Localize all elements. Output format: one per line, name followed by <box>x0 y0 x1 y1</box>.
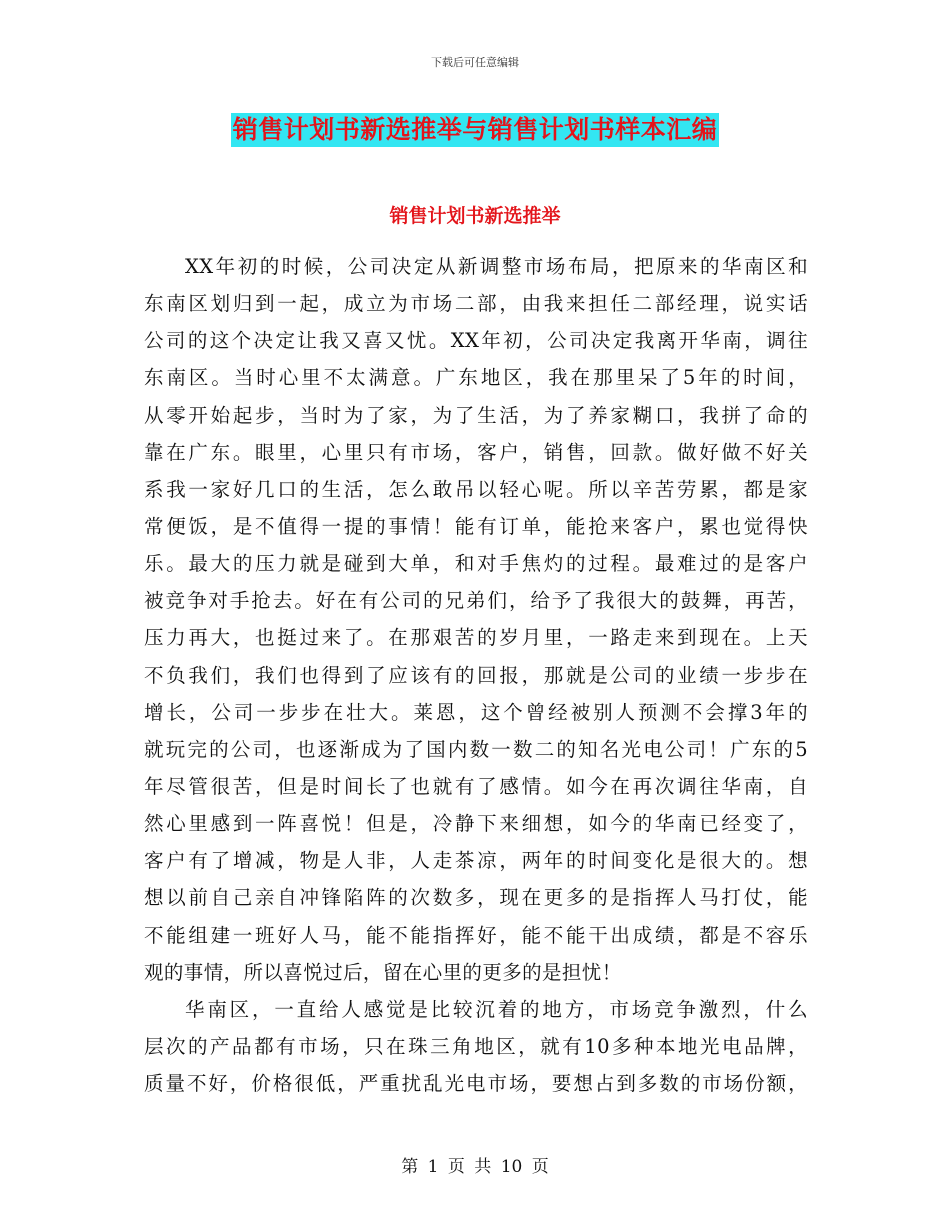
paragraph-2 <box>144 991 808 1102</box>
text-line: 观的事情，所以喜悦过后，留在心里的更多的是担忧！ <box>144 960 622 984</box>
text-line: 客户有了增减，物是人非，人走茶凉，两年的时间变化是很大的。想 <box>144 849 808 873</box>
body-text <box>144 248 808 1102</box>
text-line: 系我一家好几口的生活，怎么敢吊以轻心呢。所以辛苦劳累，都是家 <box>144 477 808 501</box>
text-line: 常便饭，是不值得一提的事情！能有订单，能抢来客户，累也觉得快 <box>144 514 808 538</box>
text-line: 靠在广东。眼里，心里只有市场，客户，销售，回款。做好做不好关 <box>144 440 808 464</box>
main-title-wrap <box>0 113 950 147</box>
text-line: 乐。最大的压力就是碰到大单，和对手焦灼的过程。最难过的是客户 <box>144 552 808 576</box>
text-line: 压力再大，也挺过来了。在那艰苦的岁月里，一路走来到现在。上天 <box>144 626 808 650</box>
text-line: 东南区划归到一起，成立为市场二部，由我来担任二部经理，说实话 <box>144 292 808 316</box>
page-number: 第 1 页 共 10 页 <box>401 1157 549 1177</box>
text-line: 从零开始起步，当时为了家，为了生活，为了养家糊口，我拼了命的 <box>144 403 808 427</box>
header-note: 下载后可任意编辑 <box>431 56 519 69</box>
text-line: 年尽管很苦，但是时间长了也就有了感情。如今在再次调往华南，自 <box>144 774 808 798</box>
text-line: 就玩完的公司，也逐渐成为了国内数一数二的知名光电公司！广东的5 <box>144 737 808 761</box>
text-line: 不负我们，我们也得到了应该有的回报，那就是公司的业绩一步步在 <box>144 663 808 687</box>
text-line: 然心里感到一阵喜悦！但是，冷静下来细想，如今的华南已经变了， <box>144 812 808 836</box>
section-title: 销售计划书新选推举 <box>389 205 561 227</box>
text-line: 增长，公司一步步在壮大。莱恩，这个曾经被别人预测不会撑3年的 <box>144 700 808 724</box>
text-line: 东南区。当时心里不太满意。广东地区，我在那里呆了5年的时间， <box>144 366 808 390</box>
document-title: 销售计划书新选推举与销售计划书样本汇编 <box>231 113 720 147</box>
text-line: 不能组建一班好人马，能不能指挥好，能不能干出成绩，都是不容乐 <box>144 923 808 947</box>
text-line: 想以前自己亲自冲锋陷阵的次数多，现在更多的是指挥人马打仗，能 <box>144 886 808 910</box>
text-line: XX年初的时候，公司决定从新调整市场布局，把原来的华南区和 <box>185 255 808 278</box>
text-line: 质量不好，价格很低，严重扰乱光电市场，要想占到多数的市场份额， <box>144 1072 808 1096</box>
text-line: 被竞争对手抢去。好在有公司的兄弟们，给予了我很大的鼓舞，再苦， <box>144 589 808 613</box>
paragraph-1 <box>144 248 808 991</box>
text-line: 华南区，一直给人感觉是比较沉着的地方，市场竞争激烈，什么 <box>185 997 808 1021</box>
text-line: 公司的这个决定让我又喜又忧。XX年初，公司决定我离开华南，调往 <box>144 329 808 353</box>
text-line: 层次的产品都有市场，只在珠三角地区，就有10多种本地光电品牌， <box>144 1034 808 1058</box>
